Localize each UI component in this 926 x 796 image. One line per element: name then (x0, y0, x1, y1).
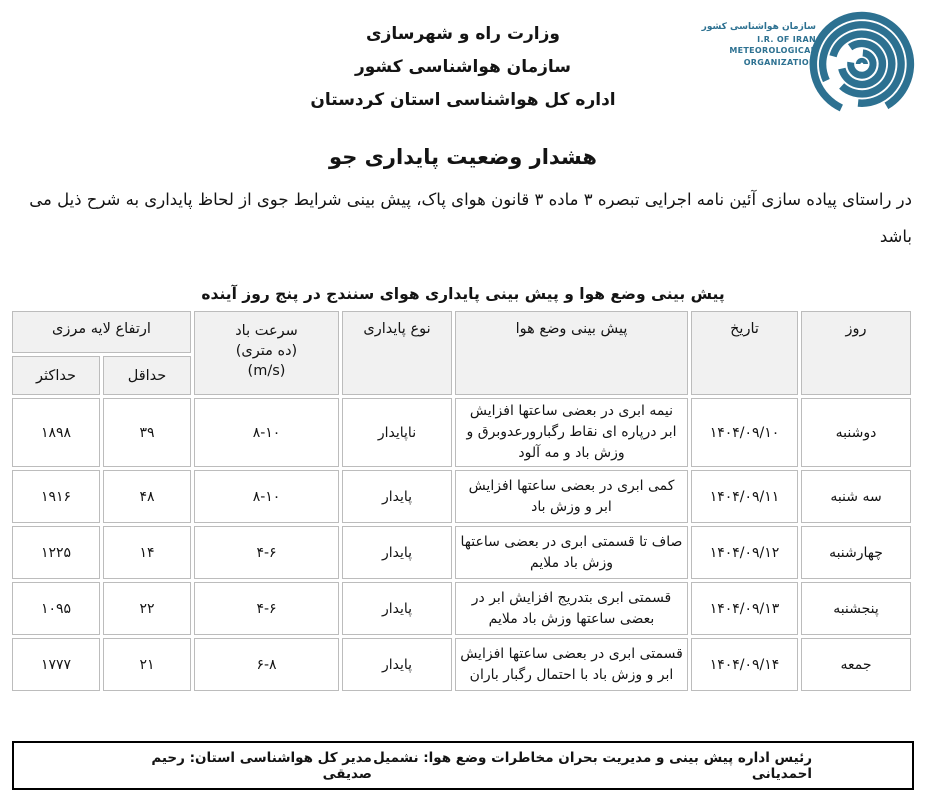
col-header-max: حداکثر (12, 356, 100, 395)
cell-stability: پایدار (342, 470, 452, 523)
cell-forecast: قسمتی ابری بتدریج افزایش ابر در بعضی ساعتها وزش باد ملایم (455, 582, 688, 635)
cell-day: سه شنبه (801, 470, 911, 523)
forecast-head-signature: رئیس اداره پیش بینی و مدیریت بحران مخاطرات وضع هوا: نشمیل احمدیانی (373, 749, 812, 782)
cell-wind-speed: ۴-۶ (194, 526, 339, 579)
cell-wind-speed: ۴-۶ (194, 582, 339, 635)
provincial-office-name: اداره کل هواشناسی استان کردستان (310, 90, 616, 110)
cell-forecast: قسمتی ابری در بعضی ساعتها افزایش ابر و وزش باد با احتمال رگبار باران (455, 638, 688, 691)
cell-wind-speed: ۸-۱۰ (194, 470, 339, 523)
cell-min-height: ۱۴ (103, 526, 191, 579)
cell-max-height: ۱۹۱۶ (12, 470, 100, 523)
wind-header-line1: سرعت باد (235, 323, 298, 339)
table-title: پیش بینی وضع هوا و پیش بینی پایداری هوای سنندج در پنج روز آینده (201, 285, 725, 303)
cell-min-height: ۲۲ (103, 582, 191, 635)
logo-en-line3: ORGANIZATION (743, 57, 816, 67)
wind-header-line2: (ده متری) (235, 343, 298, 359)
cell-max-height: ۱۸۹۸ (12, 398, 100, 467)
cell-date: ۱۴۰۴/۰۹/۱۳ (691, 582, 798, 635)
col-header-stability: نوع پایداری (342, 311, 452, 395)
cell-stability: پایدار (342, 638, 452, 691)
ministry-name: وزارت راه و شهرسازی (365, 24, 560, 44)
cell-stability: پایدار (342, 526, 452, 579)
cell-day: دوشنبه (801, 398, 911, 467)
table-row (12, 582, 911, 635)
cell-day: جمعه (801, 638, 911, 691)
table-row (12, 470, 911, 523)
table-row (12, 398, 911, 467)
cell-max-height: ۱۰۹۵ (12, 582, 100, 635)
cell-day: چهارشنبه (801, 526, 911, 579)
col-header-date: تاریخ (691, 311, 798, 395)
table-row (12, 638, 911, 691)
irimo-logo (701, 4, 916, 124)
cell-forecast: کمی ابری در بعضی ساعتها افزایش ابر و وزش باد (455, 470, 688, 523)
col-header-wind-speed (194, 311, 339, 395)
logo-en-line2: METEOROLOGICAL (729, 46, 816, 55)
cell-date: ۱۴۰۴/۰۹/۱۱ (691, 470, 798, 523)
signature-box (12, 741, 914, 790)
cell-min-height: ۲۱ (103, 638, 191, 691)
intro-paragraph: در راستای پیاده سازی آئین نامه اجرایی تبصره ۳ ماده ۳ قانون هوای پاک، پیش بینی شرایط جوی از لحاظ پایداری به شرح ذیل می باشد (29, 190, 912, 246)
cell-forecast: نیمه ابری در بعضی ساعتها افزایش ابر درپاره ای نقاط رگبارورعدوبرق و وزش باد و مه آلود (455, 398, 688, 467)
cell-max-height: ۱۷۷۷ (12, 638, 100, 691)
cell-forecast: صاف تا قسمتی ابری در بعضی ساعتها وزش باد ملایم (455, 526, 688, 579)
table-row (12, 526, 911, 579)
cell-date: ۱۴۰۴/۰۹/۱۴ (691, 638, 798, 691)
cell-date: ۱۴۰۴/۰۹/۱۰ (691, 398, 798, 467)
cell-max-height: ۱۲۲۵ (12, 526, 100, 579)
logo-en-line1: I.R. OF IRAN (757, 34, 816, 44)
cell-stability: ناپایدار (342, 398, 452, 467)
wind-header-unit: (m/s) (247, 363, 286, 379)
cell-wind-speed: ۸-۱۰ (194, 398, 339, 467)
logo-text (686, 22, 816, 68)
col-header-forecast: پیش بینی وضع هوا (455, 311, 688, 395)
header-row-main (12, 311, 911, 353)
director-general-signature: مدیر کل هواشناسی استان: رحیم صدیقی (151, 749, 372, 782)
forecast-table (9, 308, 914, 694)
cell-min-height: ۳۹ (103, 398, 191, 467)
cell-date: ۱۴۰۴/۰۹/۱۲ (691, 526, 798, 579)
cell-wind-speed: ۶-۸ (194, 638, 339, 691)
col-header-boundary-height: ارتفاع لایه مرزی (12, 311, 191, 353)
col-header-day: روز (801, 311, 911, 395)
organization-name: سازمان هواشناسی کشور (354, 57, 571, 77)
col-header-min: حداقل (103, 356, 191, 395)
cell-stability: پایدار (342, 582, 452, 635)
logo-persian-name: سازمان هواشناسی کشور (701, 22, 816, 32)
cell-min-height: ۴۸ (103, 470, 191, 523)
spiral-logo-icon (804, 8, 916, 120)
cell-day: پنجشنبه (801, 582, 911, 635)
document-title: هشدار وضعیت پایداری جو (329, 145, 597, 169)
